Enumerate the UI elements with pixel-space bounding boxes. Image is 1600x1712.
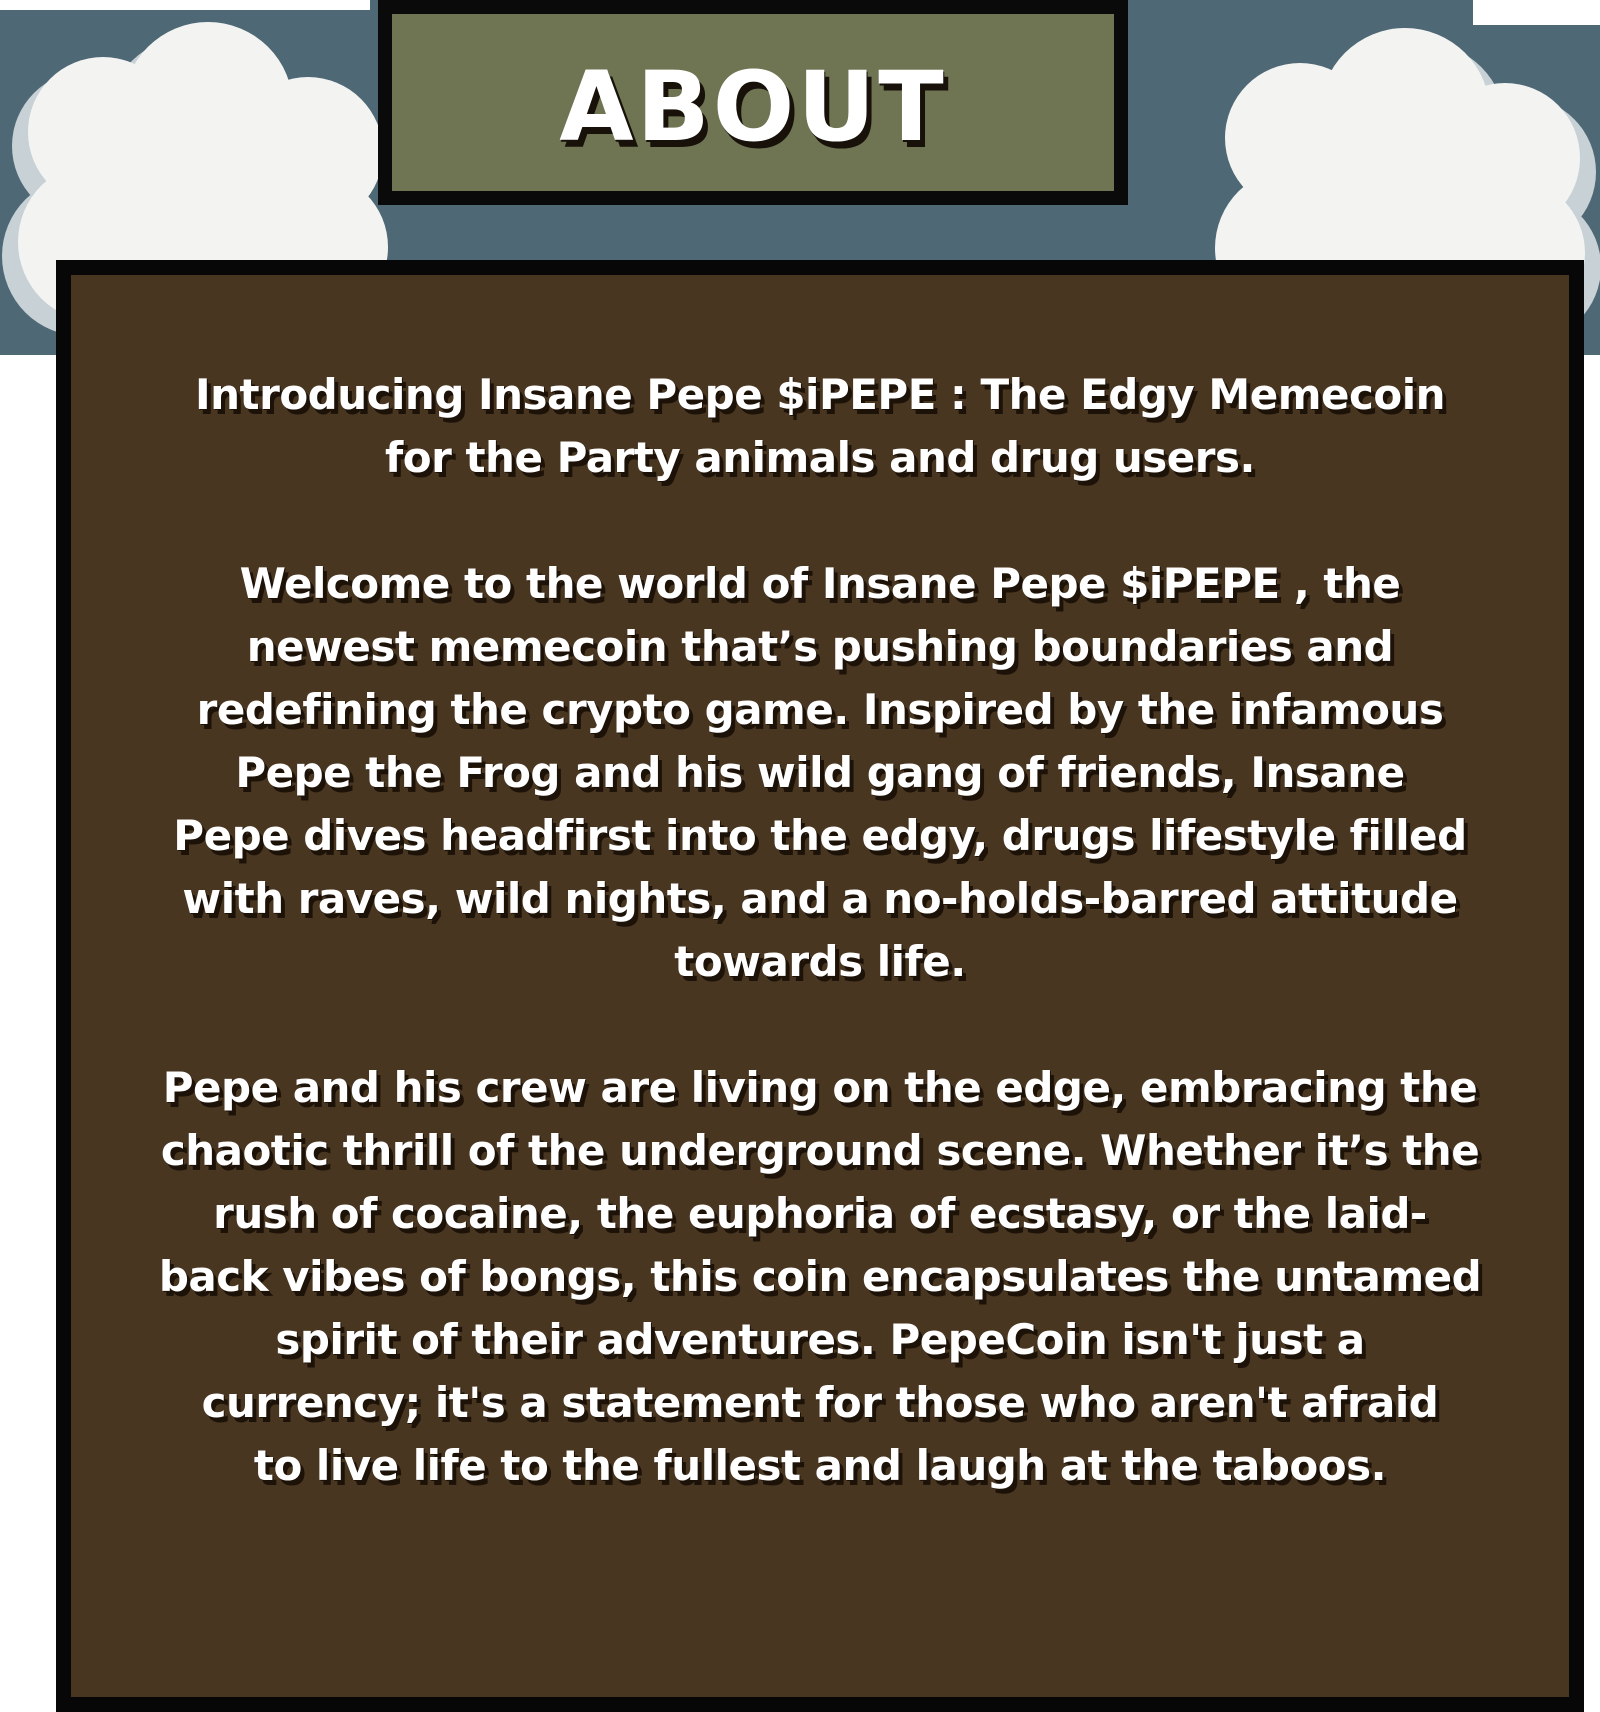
- about-paragraph-line: Introducing Insane Pepe $iPEPE : The Edgy Memecoin: [195, 370, 1445, 419]
- about-paragraph-line: Pepe the Frog and his wild gang of friends, Insane: [235, 748, 1405, 797]
- cloud-shape: [1225, 63, 1375, 213]
- about-paragraph: [71, 363, 1569, 489]
- about-paragraph-line: with raves, wild nights, and a no-holds-barred attitude: [182, 874, 1458, 923]
- about-paragraph-line: spirit of their adventures. PepeCoin isn't just a: [275, 1315, 1365, 1364]
- about-paragraph-line: redefining the crypto game. Inspired by the infamous: [196, 685, 1444, 734]
- about-paragraph-line: for the Party animals and drug users.: [385, 433, 1255, 482]
- about-paragraph: [71, 552, 1569, 993]
- about-header-plaque: [378, 0, 1128, 205]
- about-paragraph-line: newest memecoin that’s pushing boundaries and: [246, 622, 1394, 671]
- about-paragraph-line: currency; it's a statement for those who aren't afraid: [201, 1378, 1439, 1427]
- about-paragraph-line: rush of cocaine, the euphoria of ecstasy, or the laid-: [213, 1189, 1427, 1238]
- about-text-content: [71, 275, 1569, 1497]
- about-paragraph-line: Pepe dives headfirst into the edgy, drugs lifestyle filled: [173, 811, 1467, 860]
- page-title: ABOUT: [559, 50, 947, 163]
- about-text-panel: [56, 260, 1584, 1712]
- cloud-shape: [28, 57, 178, 207]
- about-paragraph-line: chaotic thrill of the underground scene. Whether it’s the: [160, 1126, 1480, 1175]
- about-paragraph-line: towards life.: [674, 937, 966, 986]
- about-paragraph-line: Pepe and his crew are living on the edge, embracing the: [162, 1063, 1478, 1112]
- about-paragraph: [71, 1056, 1569, 1497]
- about-paragraph-line: to live life to the fullest and laugh at the taboos.: [253, 1441, 1387, 1490]
- about-paragraph-line: Welcome to the world of Insane Pepe $iPEPE , the: [239, 559, 1401, 608]
- about-paragraph-line: back vibes of bongs, this coin encapsulates the untamed: [158, 1252, 1482, 1301]
